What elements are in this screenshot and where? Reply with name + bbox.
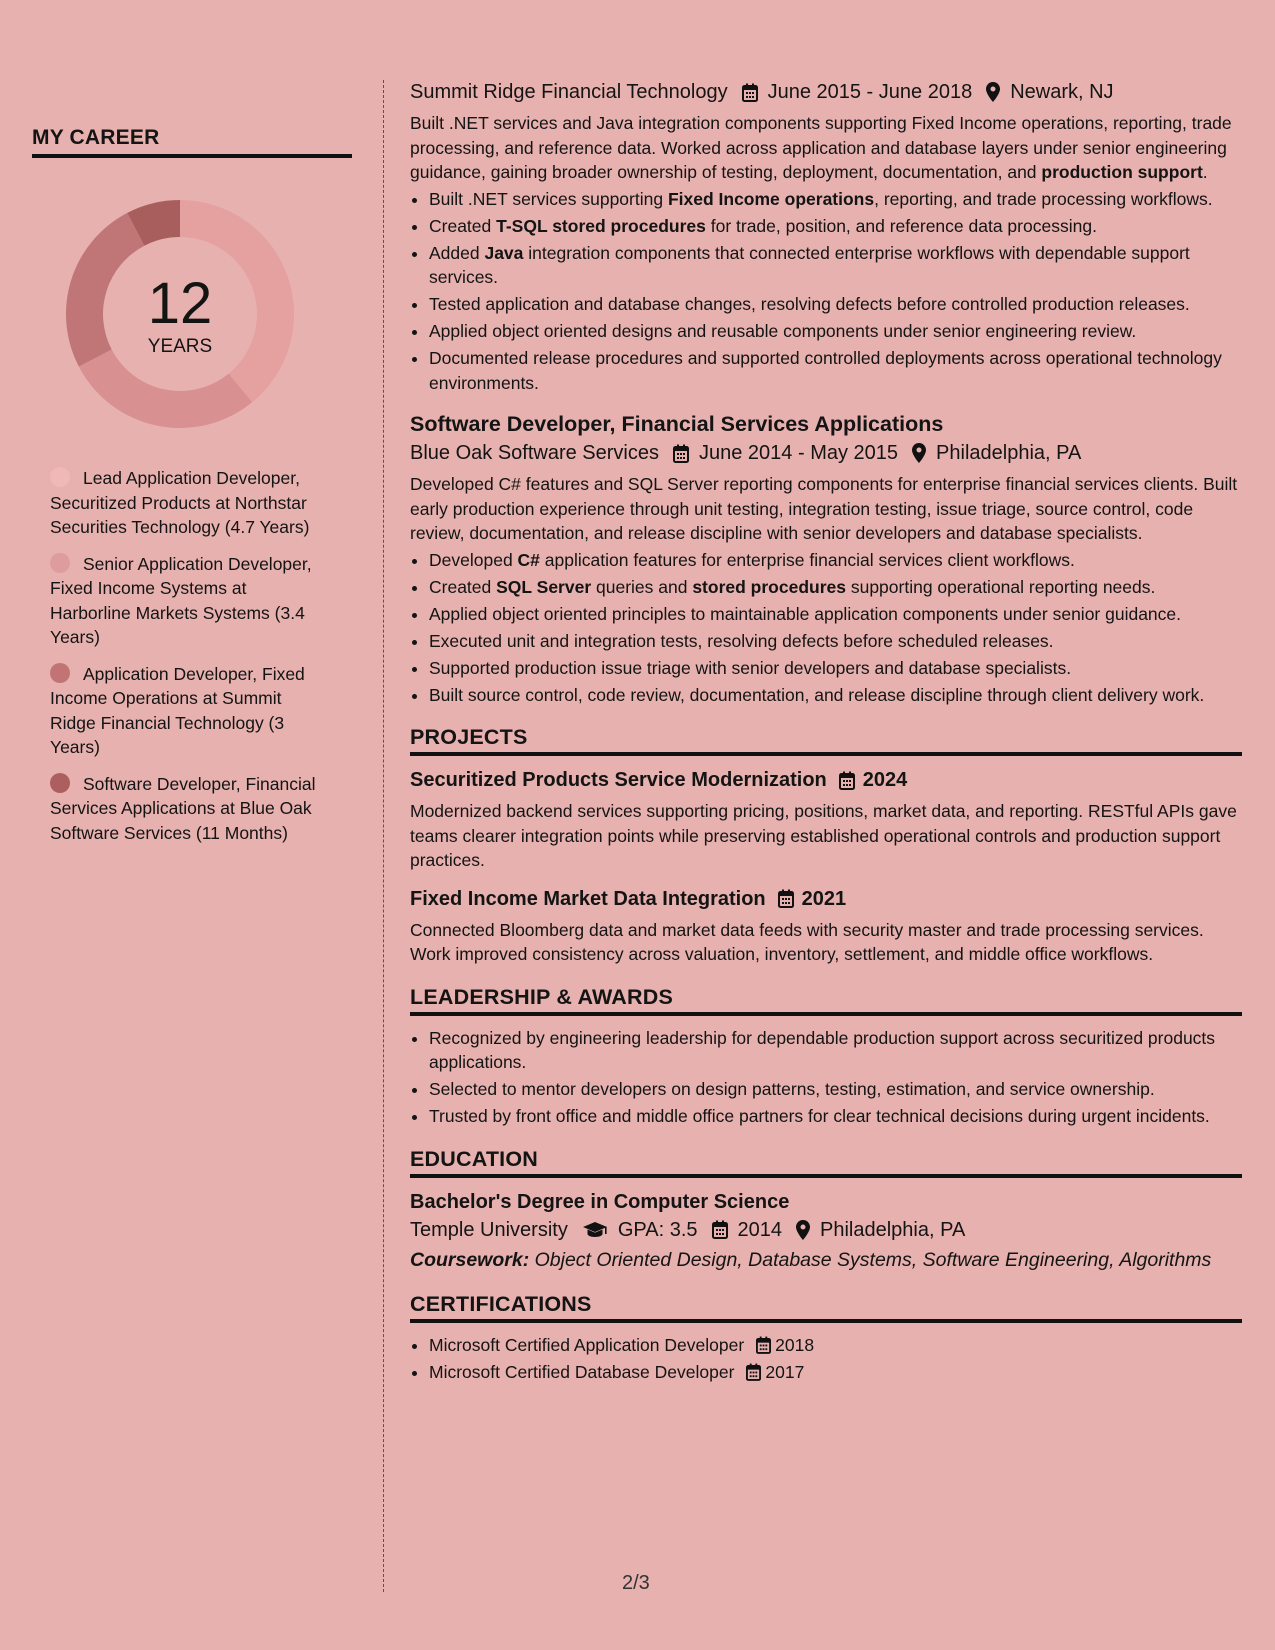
project-name: Securitized Products Service Modernization: [410, 769, 827, 791]
cert-name: • Microsoft Certified Database Developer: [429, 1361, 735, 1382]
main-column: [410, 78, 1242, 1387]
map-pin-icon: [912, 443, 926, 463]
gpa: GPA: 3.5: [617, 1218, 698, 1241]
list-item: [429, 1360, 1242, 1385]
project-name: Fixed Income Market Data Integration: [410, 887, 766, 910]
certifications-heading: CERTIFICATIONS: [410, 1292, 1242, 1323]
legend-item: [50, 466, 328, 540]
legend-item: [50, 772, 328, 846]
calendar-icon: [712, 1220, 728, 1239]
list-item: • Created SQL Server queries and stored procedures supporting operational reporting needs.: [429, 575, 1242, 600]
job1-bullets: [410, 187, 1242, 396]
cert-name: • Microsoft Certified Application Developer: [429, 1334, 745, 1355]
leadership-list: [410, 1026, 1242, 1129]
calendar-icon: [673, 444, 689, 463]
school-name: Temple University: [410, 1218, 568, 1241]
calendar-icon: [778, 889, 794, 908]
map-pin-icon: [796, 1220, 810, 1240]
total-years-unit: YEARS: [147, 336, 213, 357]
project-year: 2021: [801, 887, 847, 910]
list-item: • Built source control, code review, documentation, and release discipline through client delivery work.: [429, 683, 1242, 708]
project-header: [410, 885, 1242, 913]
job2-title: Software Developer, Financial Services Applications: [410, 412, 944, 436]
job2-summary: Developed C# features and SQL Server reporting components for enterprise financial services clients. Built early production experience through unit testing, integration testing, issue triage, source control, code review, documentation, and release discipline with senior developers and database specialists.: [410, 474, 1238, 543]
list-item: • Built .NET services supporting Fixed Income operations, reporting, and trade processing workflows.: [429, 187, 1242, 212]
list-item: • Selected to mentor developers on design patterns, testing, estimation, and service ownership.: [429, 1077, 1242, 1102]
leadership-heading: LEADERSHIP & AWARDS: [410, 985, 1242, 1016]
calendar-icon: [839, 771, 855, 790]
list-item: • Developed C# application features for enterprise financial services client workflows.: [429, 548, 1242, 573]
legend-item: [50, 552, 328, 650]
legend-label: Application Developer, Fixed Income Operations at Summit Ridge Financial Technology (3 Years): [50, 663, 305, 757]
project-year: 2024: [862, 769, 908, 791]
career-donut-chart: [66, 200, 294, 428]
sidebar-title: MY CAREER: [32, 126, 352, 158]
legend-dot: [50, 773, 70, 793]
coursework: Coursework: Object Oriented Design, Database Systems, Software Engineering, Algorithms: [410, 1248, 1212, 1271]
legend-dot: [50, 553, 70, 573]
list-item: • Recognized by engineering leadership for dependable production support across securitized products applications.: [429, 1026, 1242, 1075]
certifications-list: [410, 1333, 1242, 1385]
page-number: 2/3: [622, 1572, 650, 1594]
job2-dates: June 2014 - May 2015: [699, 442, 899, 464]
legend-dot: [50, 467, 70, 487]
legend-label: Lead Application Developer, Securitized Products at Northstar Securities Technology (4.7 Years): [50, 468, 310, 537]
legend-dot: [50, 663, 70, 683]
list-item: • Added Java integration components that connected enterprise workflows with dependable support services.: [429, 241, 1242, 290]
job1-summary: Built .NET services and Java integration components supporting Fixed Income operations, reporting, trade processing, and reference data. Worked across application and database layers under senior engineering guidance, gaining broader ownership of testing, deployment, documentation, and production support.: [410, 113, 1232, 182]
graduation-cap-icon: [582, 1221, 608, 1239]
education-meta: [410, 1216, 1242, 1244]
projects-heading: PROJECTS: [410, 725, 1242, 756]
career-sidebar: [32, 126, 352, 857]
school-location: Philadelphia, PA: [820, 1218, 966, 1241]
list-item: • Documented release procedures and supported controlled deployments across operational technology environments.: [429, 346, 1242, 395]
job2-meta: [410, 439, 1242, 467]
legend-label: Software Developer, Financial Services Applications at Blue Oak Software Services (11 Months): [50, 773, 316, 843]
job2-company: Blue Oak Software Services: [410, 442, 659, 464]
job1-company: Summit Ridge Financial Technology: [410, 81, 728, 103]
list-item: • Executed unit and integration tests, resolving defects before scheduled releases.: [429, 629, 1242, 654]
cert-year: 2017: [765, 1361, 805, 1382]
degree-title: Bachelor's Degree in Computer Science: [410, 1190, 790, 1213]
job1-dates: June 2015 - June 2018: [767, 81, 973, 103]
graduation-year: 2014: [737, 1218, 782, 1241]
list-item: [429, 1333, 1242, 1358]
list-item: • Applied object oriented designs and reusable components under senior engineering review.: [429, 319, 1242, 344]
career-legend: [50, 466, 328, 845]
list-item: • Created T-SQL stored procedures for trade, position, and reference data processing.: [429, 214, 1242, 239]
calendar-icon: [756, 1336, 771, 1354]
map-pin-icon: [986, 82, 1000, 102]
calendar-icon: [742, 83, 758, 102]
job2-location: Philadelphia, PA: [936, 442, 1082, 464]
education-heading: EDUCATION: [410, 1147, 1242, 1178]
project-header: [410, 766, 1242, 794]
total-years-value: 12: [147, 271, 213, 336]
project-description: Connected Bloomberg data and market data feeds with security master and trade processing services. Work improved consistency across valuation, inventory, settlement, and middle office workflows.: [410, 919, 1204, 964]
project-description: Modernized backend services supporting pricing, positions, market data, and reporting. RESTful APIs gave teams clearer integration points while preserving established operational controls and production support practices.: [410, 801, 1237, 870]
list-item: • Supported production issue triage with senior developers and database specialists.: [429, 656, 1242, 681]
legend-item: [50, 662, 328, 760]
list-item: • Tested application and database changes, resolving defects before controlled production releases.: [429, 292, 1242, 317]
job1-meta: [410, 78, 1242, 106]
column-divider: [383, 80, 384, 1592]
cert-year: 2018: [775, 1334, 815, 1355]
job1-location: Newark, NJ: [1010, 81, 1114, 103]
calendar-icon: [746, 1363, 761, 1381]
list-item: • Applied object oriented principles to maintainable application components under senior guidance.: [429, 602, 1242, 627]
list-item: • Trusted by front office and middle office partners for clear technical decisions during urgent incidents.: [429, 1104, 1242, 1129]
legend-label: Senior Application Developer, Fixed Income Systems at Harborline Markets Systems (3.4 Years): [50, 553, 312, 647]
job2-bullets: [410, 548, 1242, 708]
